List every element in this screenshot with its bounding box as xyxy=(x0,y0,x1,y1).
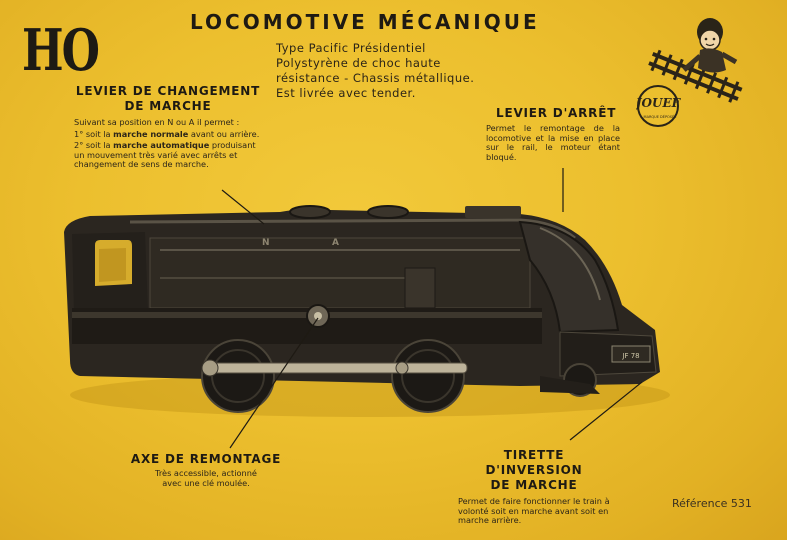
lever-mark-n: N xyxy=(262,238,270,248)
levier-changement-intro: Suivant sa position en N ou A il permet : xyxy=(74,117,240,127)
heading-line: LEVIER DE CHANGEMENT xyxy=(75,84,261,98)
axe-remontage-callout xyxy=(128,452,284,488)
description-line: résistance - Chassis métallique. xyxy=(276,71,475,85)
tirette-heading xyxy=(458,448,610,493)
lever-mark-a: A xyxy=(332,238,339,248)
text-run: 1° soit la xyxy=(74,128,114,139)
axe-remontage-line: Très accessible, actionné xyxy=(155,468,257,478)
text-run: produisant un mouvement très varié avec arrêts et changement de sens de marche. xyxy=(74,140,256,169)
scale-label: HO xyxy=(22,18,98,85)
description-line: Est livrée avec tender. xyxy=(276,86,416,100)
jouef-logo xyxy=(636,10,752,128)
logo-brand: JOUEF xyxy=(636,96,681,110)
product-description xyxy=(276,41,475,101)
page-title: LOCOMOTIVE MÉCANIQUE xyxy=(190,10,540,34)
levier-arret-callout xyxy=(486,106,620,162)
text-run: avant ou arrière. xyxy=(188,128,260,139)
axe-remontage-line: avec une clé moulée. xyxy=(162,477,250,488)
levier-changement-point-1 xyxy=(74,130,262,140)
levier-changement-callout xyxy=(74,84,262,170)
description-line: Polystyrène de choc haute xyxy=(276,56,441,70)
loco-plate: JF 78 xyxy=(622,352,640,360)
text-run-bold: marche normale xyxy=(113,128,189,139)
levier-changement-point-2 xyxy=(74,141,262,170)
reference-number: Référence 531 xyxy=(672,497,752,510)
tirette-callout xyxy=(458,448,610,526)
levier-arret-heading: LEVIER D'ARRÊT xyxy=(496,106,617,120)
description-line: Type Pacific Présidentiel xyxy=(276,41,426,55)
heading-line: DE MARCHE xyxy=(490,478,578,492)
text-run-bold: marche automatique xyxy=(113,140,210,150)
text-run: 2° soit la xyxy=(74,140,114,150)
logo-tagline: MARQUE DÉPOSÉE xyxy=(643,115,677,119)
axe-remontage-heading: AXE DE REMONTAGE xyxy=(130,452,282,466)
heading-line: DE MARCHE xyxy=(124,99,212,113)
levier-changement-heading xyxy=(74,84,262,114)
levier-arret-text: Permet le remontage de la locomotive et la mise en place sur le rail, le moteur étant bloqué. xyxy=(486,123,620,162)
heading-line: TIRETTE D'INVERSION xyxy=(485,448,583,477)
tirette-text: Permet de faire fonctionner le train à volonté soit en marche avant soit en marche arrière. xyxy=(458,496,610,525)
